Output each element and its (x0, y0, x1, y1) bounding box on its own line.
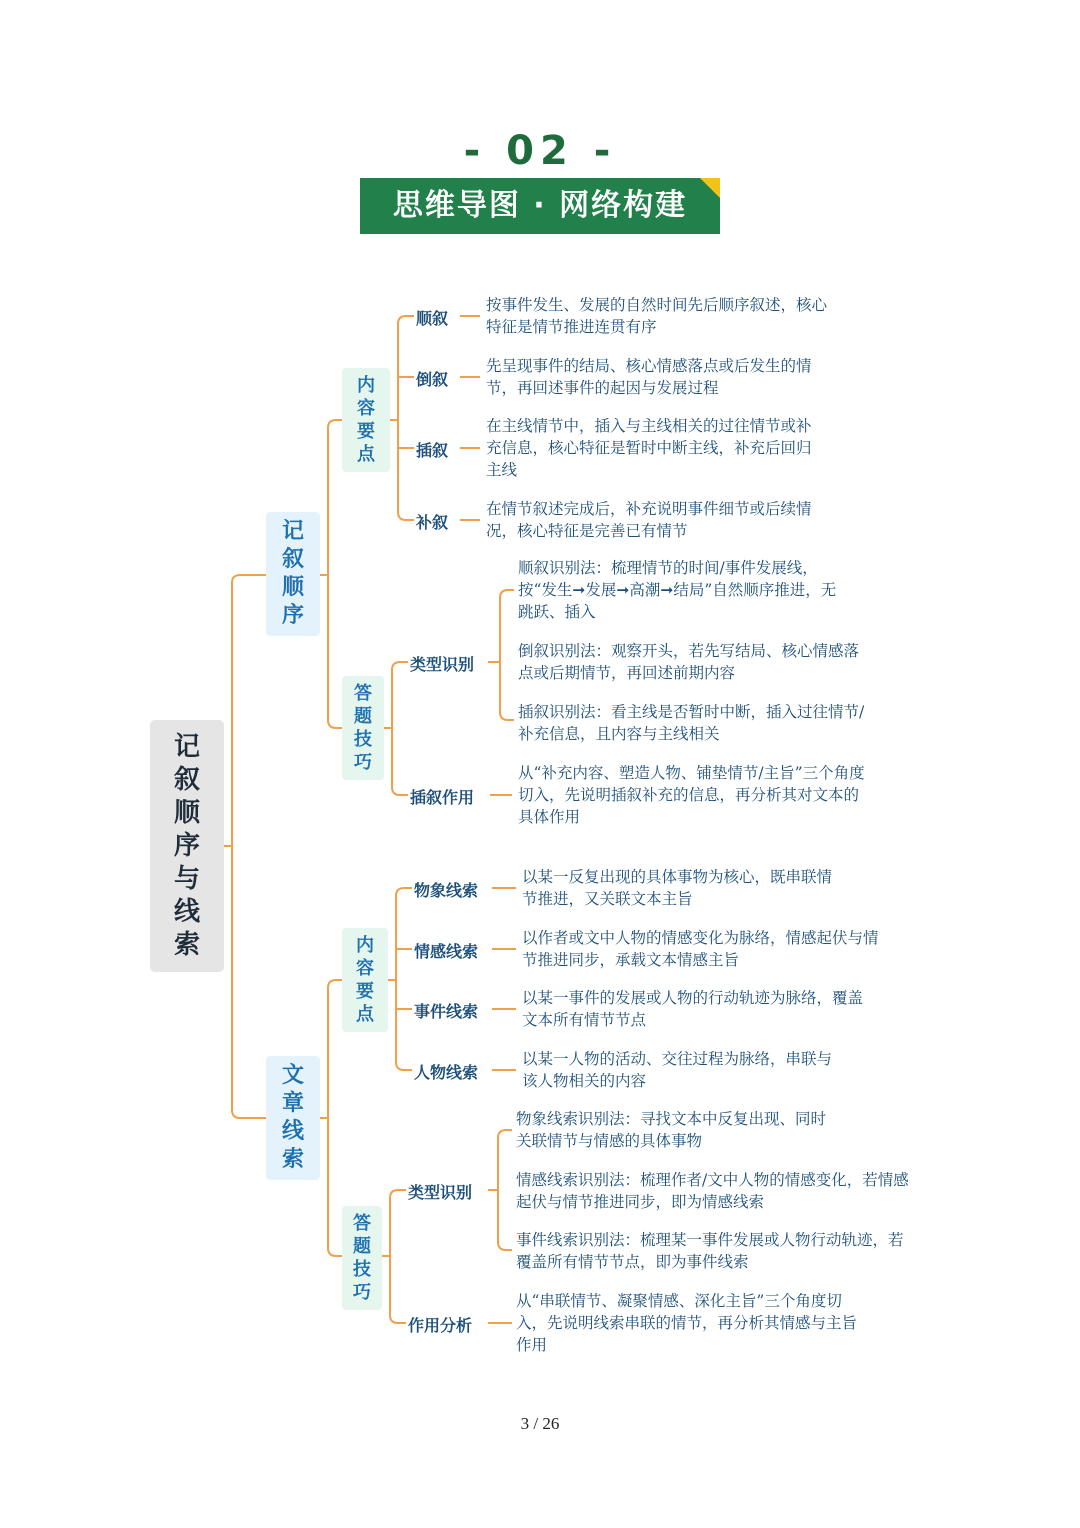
item-text-person-clue: 以某一人物的活动、交往过程为脉络，串联与该人物相关的内容 (522, 1050, 833, 1090)
item-text-chaxu: 在主线情节中，插入与主线相关的过往情节或补充信息，核心特征是暂时中断主线，补充后回归主线 (486, 417, 812, 479)
subitem-text: 物象线索识别法：寻找文本中反复出现、同时关联情节与情感的具体事物 (516, 1110, 827, 1150)
subitem-text: 事件线索识别法：梳理某一事件发展或人物行动轨迹，若覆盖所有情节节点，即为事件线索 (516, 1231, 904, 1271)
page-indicator: 3 / 26 (520, 1414, 560, 1433)
branch-narrative-order (266, 512, 320, 636)
item-text-daoxu: 先呈现事件的结局、核心情感落点或后发生的情节，再回述事件的起因与发展过程 (486, 357, 812, 397)
branch-article-clues (266, 1056, 320, 1180)
subitem-text: 倒叙识别法：观察开头，若先写结局、核心情感落点或后期情节，再回述前期内容 (518, 642, 860, 682)
subitem-text: 插叙识别法：看主线是否暂时中断，插入过往情节/补充信息，且内容与主线相关 (518, 703, 865, 743)
item-label-insert-function: 插叙作用 (410, 788, 475, 807)
item-label-daoxu: 倒叙 (416, 370, 449, 389)
item-text-function-analysis: 从“串联情节、凝聚情感、深化主旨”三个角度切入，先说明线索串联的情节，再分析其情感与主旨作用 (516, 1292, 858, 1354)
item-label-buxu: 补叙 (416, 513, 449, 532)
item-label-type-identify: 类型识别 (410, 655, 475, 674)
root-label: 记叙顺序与线索 (173, 731, 200, 960)
group-label: 答题技巧 (353, 683, 372, 773)
item-label-object-clue: 物象线索 (414, 881, 479, 900)
item-text-buxu: 在情节叙述完成后，补充说明事件细节或后续情况，核心特征是完善已有情节 (486, 500, 812, 540)
item-label-event-clue: 事件线索 (414, 1002, 479, 1021)
item-label-shunxu: 顺叙 (416, 309, 449, 328)
group-label: 内容要点 (356, 375, 375, 465)
item-label-person-clue: 人物线索 (414, 1063, 479, 1082)
item-text-emotion-clue: 以作者或文中人物的情感变化为脉络，情感起伏与情节推进同步，承载文本情感主旨 (522, 929, 879, 969)
branch-label: 记叙顺序 (281, 519, 304, 628)
item-label-type-identify: 类型识别 (408, 1183, 473, 1202)
item-label-function-analysis: 作用分析 (408, 1316, 473, 1335)
banner-corner-decoration (700, 178, 720, 198)
item-text-insert-function: 从“补充内容、塑造人物、铺垫情节/主旨”三个角度切入，先说明插叙补充的信息，再分析其对文本的具体作用 (518, 764, 865, 826)
item-text-object-clue: 以某一反复出现的具体事物为核心，既串联情节推进，又关联文本主旨 (522, 868, 833, 908)
group-answer-skills (342, 1206, 382, 1310)
subitem-text: 情感线索识别法：梳理作者/文中人物的情感变化，若情感起伏与情节推进同步，即为情感线索 (516, 1171, 909, 1211)
branch-label: 文章线索 (281, 1063, 304, 1172)
item-label-chaxu: 插叙 (416, 441, 449, 460)
group-content-points (342, 928, 388, 1032)
group-answer-skills (342, 676, 384, 780)
title-banner: 思维导图 · 网络构建 (360, 178, 720, 234)
section-number: - 02 - (463, 128, 617, 174)
subitem-text: 顺叙识别法：梳理情节的时间/事件发展线，按“发生➞发展➞高潮➞结局”自然顺序推进，无跳跃、插入 (518, 559, 837, 621)
item-label-emotion-clue: 情感线索 (414, 942, 479, 961)
item-text-event-clue: 以某一事件的发展或人物的行动轨迹为脉络，覆盖文本所有情节节点 (522, 989, 864, 1029)
group-content-points (342, 368, 390, 472)
group-label: 答题技巧 (352, 1213, 371, 1303)
item-text-shunxu: 按事件发生、发展的自然时间先后顺序叙述，核心特征是情节推进连贯有序 (486, 296, 828, 336)
mindmap-root (150, 720, 224, 972)
group-label: 内容要点 (355, 935, 374, 1025)
